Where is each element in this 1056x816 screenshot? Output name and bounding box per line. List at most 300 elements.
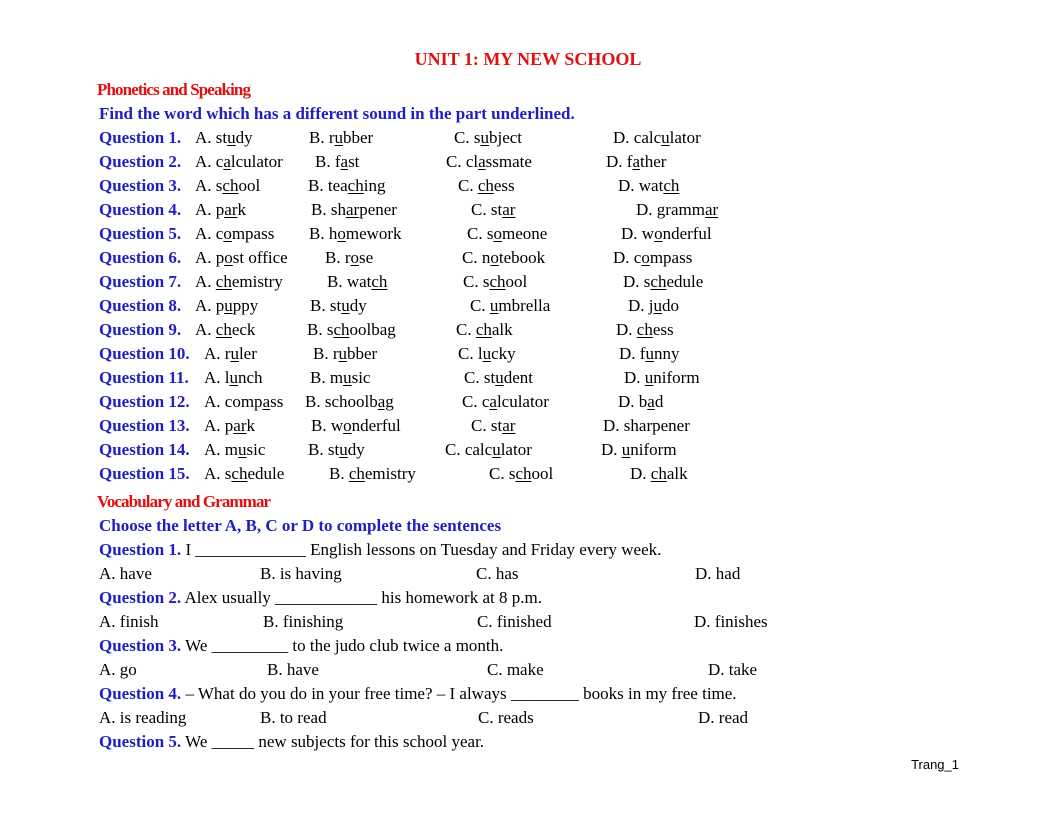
answer-option: [458, 174, 515, 198]
word-part: ss: [270, 392, 284, 411]
option-letter: A.: [195, 152, 212, 171]
phonetics-question-row: [0, 294, 1056, 318]
underlined-part: u: [343, 368, 352, 387]
underlined-part: ch: [636, 320, 653, 339]
word-part: b: [638, 392, 648, 411]
option-letter: A.: [195, 128, 212, 147]
option-letter: C.: [489, 464, 505, 483]
answer-option: D. had: [695, 564, 741, 583]
underlined-part: ch: [489, 272, 506, 291]
word-part: lator: [500, 440, 532, 459]
answer-option: [204, 342, 257, 366]
word-part: oolbag: [349, 320, 396, 339]
phonetics-question-row: [0, 438, 1056, 462]
question-number: Question 15.: [99, 464, 190, 483]
question-sentence: [99, 586, 542, 610]
question-number: Question 1.: [99, 128, 182, 147]
word-part: nderful: [662, 224, 712, 243]
option-letter: A.: [195, 272, 212, 291]
answer-option: [315, 150, 359, 174]
answer-option: C. make: [487, 660, 544, 679]
vocabulary-question-row: [0, 730, 1056, 754]
option-letter: B.: [309, 128, 325, 147]
underlined-part: ar: [704, 200, 719, 219]
answer-option: [204, 438, 265, 462]
question-sentence: [99, 538, 661, 562]
underlined-part: u: [653, 296, 663, 315]
underlined-part: ch: [231, 464, 248, 483]
question-sentence: [99, 730, 484, 754]
word-part: st: [483, 368, 496, 387]
vocabulary-question-row: [0, 586, 1056, 610]
word-part: l: [224, 368, 230, 387]
answer-option: D. take: [708, 660, 758, 679]
underlined-part: ar: [345, 200, 360, 219]
question-text: – What do you do in your free time? – I always ________ books in my free time.: [185, 684, 737, 703]
underlined-part: ch: [215, 272, 232, 291]
word-part: sic: [351, 368, 371, 387]
option-letter: A.: [195, 224, 212, 243]
question-number: Question 3.: [99, 636, 182, 655]
question-number: Question 12.: [99, 392, 190, 411]
word-part: p: [215, 296, 225, 315]
answer-option: [471, 414, 515, 438]
answer-option: [613, 126, 701, 150]
section-heading-vocabulary: Vocabulary and Grammar: [97, 492, 271, 511]
answer-option: D. finishes: [694, 612, 768, 631]
word-part: cky: [491, 344, 516, 363]
underlined-part: u: [338, 344, 348, 363]
question-number: Question 6.: [99, 248, 182, 267]
option-letter: D.: [618, 176, 635, 195]
word-part: st: [348, 152, 360, 171]
word-part: p: [224, 416, 234, 435]
word-part: dent: [503, 368, 533, 387]
underlined-part: ar: [233, 416, 247, 435]
word-part: w: [330, 416, 344, 435]
answer-option: [325, 246, 373, 270]
instruction-vocabulary: Choose the letter A, B, C or D to complete the sentences: [99, 516, 502, 535]
underlined-part: ch: [475, 320, 492, 339]
word-part: schoolb: [324, 392, 378, 411]
word-part: mework: [345, 224, 402, 243]
word-part: edule: [666, 272, 704, 291]
question-number: Question 10.: [99, 344, 190, 363]
word-part: lculator: [496, 392, 549, 411]
vocabulary-options-row: [0, 610, 1056, 634]
answer-option: [305, 390, 394, 414]
section-heading-phonetics: Phonetics and Speaking: [97, 80, 251, 99]
underlined-part: ch: [333, 320, 350, 339]
instruction-phonetics: Find the word which has a different sound in the part underlined.: [99, 104, 575, 123]
option-letter: A.: [195, 320, 212, 339]
question-text: Alex usually ____________ his homework at 8 p.m.: [184, 588, 542, 607]
underlined-part: ch: [650, 464, 667, 483]
word-part: wat: [346, 272, 372, 291]
word-part: k: [246, 416, 255, 435]
question-number: Question 13.: [99, 416, 190, 435]
word-part: s: [482, 272, 490, 291]
underlined-part: u: [621, 440, 631, 459]
word-part: s: [224, 464, 232, 483]
answer-option: [313, 342, 377, 366]
vocabulary-question-row: [0, 538, 1056, 562]
question-sentence: [99, 634, 503, 658]
underlined-part: ch: [348, 464, 365, 483]
word-part: emistry: [231, 272, 283, 291]
underlined-part: u: [230, 344, 239, 363]
word-part: r: [224, 344, 231, 363]
answer-option: [613, 246, 692, 270]
answer-option: [616, 318, 674, 342]
answer-option: C. finished: [477, 612, 552, 631]
vocabulary-question-row: [0, 682, 1056, 706]
underlined-part: u: [645, 344, 654, 363]
word-part: ppy: [232, 296, 259, 315]
underlined-part: ch: [371, 272, 388, 291]
option-letter: A.: [204, 440, 221, 459]
word-part: mpass: [231, 224, 275, 243]
answer-option: [195, 174, 260, 198]
answer-option: A. is reading: [99, 708, 187, 727]
answer-option: [311, 414, 401, 438]
option-letter: C.: [458, 176, 474, 195]
word-part: s: [215, 176, 223, 195]
word-part: bject: [488, 128, 523, 147]
word-part: st: [329, 296, 342, 315]
phonetics-question-row: [0, 414, 1056, 438]
word-part: s: [486, 224, 494, 243]
phonetics-question-row: [0, 366, 1056, 390]
answer-option: [204, 462, 284, 486]
question-text: We _________ to the judo club twice a month.: [185, 636, 504, 655]
page-number: Trang_1: [911, 757, 959, 772]
word-part: dy: [235, 128, 253, 147]
option-letter: D.: [606, 152, 623, 171]
answer-option: [329, 462, 416, 486]
word-part: h: [328, 224, 338, 243]
word-part: n: [481, 248, 491, 267]
question-number: Question 7.: [99, 272, 182, 291]
word-part: st: [490, 416, 503, 435]
word-part: tebook: [498, 248, 546, 267]
word-part: m: [329, 368, 344, 387]
underlined-part: ar: [224, 200, 238, 219]
word-part: s: [473, 128, 481, 147]
answer-option: [195, 150, 283, 174]
answer-option: C. reads: [478, 708, 534, 727]
phonetics-question-row: [0, 150, 1056, 174]
option-letter: C.: [462, 248, 478, 267]
answer-option: [464, 366, 533, 390]
underlined-part: o: [223, 224, 232, 243]
phonetics-question-row: [0, 270, 1056, 294]
word-part: edule: [247, 464, 285, 483]
word-part: cl: [465, 152, 479, 171]
answer-option: B. is having: [260, 564, 342, 583]
answer-option: [630, 462, 688, 486]
underlined-part: ar: [502, 200, 516, 219]
underlined-part: a: [632, 152, 640, 171]
word-part: c: [215, 224, 224, 243]
answer-option: [471, 198, 515, 222]
answer-option: [621, 222, 712, 246]
underlined-part: a: [262, 392, 271, 411]
word-part: f: [626, 152, 633, 171]
underlined-part: o: [493, 224, 502, 243]
question-number: Question 4.: [99, 200, 182, 219]
answer-option: [309, 126, 373, 150]
word-part: sic: [246, 440, 266, 459]
option-letter: C.: [445, 440, 461, 459]
word-part: ool: [238, 176, 261, 195]
word-part: niform: [653, 368, 700, 387]
answer-option: [489, 462, 553, 486]
option-letter: D.: [616, 320, 633, 339]
option-letter: C.: [458, 344, 474, 363]
option-letter: A.: [195, 248, 212, 267]
underlined-part: u: [480, 128, 489, 147]
word-part: niform: [630, 440, 677, 459]
answer-option: A. have: [99, 564, 152, 583]
vocabulary-options-row: [0, 706, 1056, 730]
word-part: bber: [347, 344, 378, 363]
option-letter: D.: [601, 440, 618, 459]
option-letter: D.: [603, 416, 620, 435]
word-part: p: [215, 200, 225, 219]
answer-option: [470, 294, 550, 318]
option-letter: B.: [310, 368, 326, 387]
underlined-part: u: [341, 296, 350, 315]
option-letter: A.: [204, 416, 221, 435]
answer-option: [462, 390, 549, 414]
answer-option: [446, 150, 532, 174]
word-part: nny: [653, 344, 680, 363]
word-part: st: [327, 440, 340, 459]
word-part: f: [639, 344, 646, 363]
phonetics-question-row: [0, 222, 1056, 246]
vocabulary-options-row: [0, 562, 1056, 586]
word-part: dy: [347, 440, 365, 459]
underlined-part: o: [490, 248, 499, 267]
option-letter: A.: [204, 344, 221, 363]
phonetics-question-row: [0, 246, 1056, 270]
answer-option: B. finishing: [263, 612, 344, 631]
answer-option: [618, 174, 679, 198]
underlined-part: o: [343, 416, 352, 435]
underlined-part: u: [339, 440, 348, 459]
option-letter: B.: [310, 296, 326, 315]
underlined-part: ch: [222, 176, 239, 195]
option-letter: A.: [195, 176, 212, 195]
option-letter: D.: [628, 296, 645, 315]
word-part: dy: [349, 296, 367, 315]
vocabulary-question-row: [0, 634, 1056, 658]
answer-option: [603, 414, 690, 438]
option-letter: D.: [613, 128, 630, 147]
word-part: c: [215, 152, 224, 171]
underlined-part: a: [489, 392, 497, 411]
word-part: ler: [238, 344, 257, 363]
question-number: Question 4.: [99, 684, 182, 703]
option-letter: B.: [311, 200, 327, 219]
word-part: ing: [363, 176, 386, 195]
underlined-part: o: [224, 248, 233, 267]
answer-option: [636, 198, 718, 222]
word-part: wat: [638, 176, 664, 195]
answer-option: [195, 198, 246, 222]
question-number: Question 14.: [99, 440, 190, 459]
word-part: m: [224, 440, 239, 459]
answer-option: [195, 222, 274, 246]
word-part: r: [344, 248, 351, 267]
underlined-part: o: [337, 224, 346, 243]
answer-option: [606, 150, 666, 174]
underlined-part: u: [492, 440, 501, 459]
answer-option: [463, 270, 527, 294]
answer-option: A. finish: [99, 612, 159, 631]
option-letter: C.: [463, 272, 479, 291]
option-letter: C.: [470, 296, 486, 315]
answer-option: [445, 438, 532, 462]
word-part: se: [359, 248, 374, 267]
phonetics-question-row: [0, 174, 1056, 198]
underlined-part: u: [334, 128, 344, 147]
answer-option: B. have: [267, 660, 319, 679]
option-letter: B.: [307, 320, 323, 339]
option-letter: C.: [467, 224, 483, 243]
question-number: Question 1.: [99, 540, 182, 559]
answer-option: [623, 270, 703, 294]
word-part: bber: [343, 128, 374, 147]
word-part: alk: [666, 464, 688, 483]
word-part: meone: [501, 224, 548, 243]
question-number: Question 2.: [99, 588, 182, 607]
underlined-part: ch: [650, 272, 667, 291]
underlined-part: u: [489, 296, 499, 315]
option-letter: B.: [313, 344, 329, 363]
word-part: s: [326, 320, 334, 339]
word-part: comp: [224, 392, 263, 411]
underlined-part: u: [644, 368, 654, 387]
word-part: c: [633, 248, 642, 267]
answer-option: [195, 270, 283, 294]
question-text: We _____ new subjects for this school year.: [185, 732, 485, 751]
option-letter: D.: [618, 392, 635, 411]
option-letter: D.: [613, 248, 630, 267]
question-number: Question 5.: [99, 732, 182, 751]
word-part: w: [641, 224, 655, 243]
question-sentence: [99, 682, 737, 706]
answer-option: [467, 222, 547, 246]
underlined-part: ch: [477, 176, 494, 195]
answer-option: [307, 318, 396, 342]
option-letter: D.: [630, 464, 647, 483]
underlined-part: u: [661, 128, 670, 147]
question-number: Question 3.: [99, 176, 182, 195]
vocabulary-options-row: [0, 658, 1056, 682]
option-letter: A.: [204, 392, 221, 411]
word-part: ool: [505, 272, 528, 291]
phonetics-question-row: [0, 126, 1056, 150]
word-part: tea: [327, 176, 348, 195]
word-part: mpass: [649, 248, 693, 267]
answer-option: [204, 390, 283, 414]
word-part: nch: [238, 368, 263, 387]
word-part: ool: [531, 464, 554, 483]
answer-option: [456, 318, 513, 342]
option-letter: B.: [308, 176, 324, 195]
question-number: Question 11.: [99, 368, 189, 387]
question-number: Question 8.: [99, 296, 182, 315]
underlined-part: ch: [347, 176, 364, 195]
underlined-part: u: [482, 344, 492, 363]
word-part: calc: [633, 128, 662, 147]
word-part: nderful: [351, 416, 401, 435]
option-letter: B.: [309, 224, 325, 243]
option-letter: B.: [315, 152, 331, 171]
underlined-part: ag: [377, 392, 394, 411]
answer-option: [308, 174, 385, 198]
option-letter: A.: [204, 368, 221, 387]
option-letter: B.: [329, 464, 345, 483]
question-number: Question 5.: [99, 224, 182, 243]
word-part: c: [481, 392, 490, 411]
question-number: Question 2.: [99, 152, 182, 171]
question-number: Question 9.: [99, 320, 182, 339]
phonetics-question-row: [0, 318, 1056, 342]
question-text: I _____________ English lessons on Tuesday and Friday every week.: [185, 540, 662, 559]
underlined-part: ar: [502, 416, 516, 435]
word-part: calc: [464, 440, 493, 459]
underlined-part: ch: [663, 176, 680, 195]
word-part: lator: [669, 128, 701, 147]
answer-option: [308, 438, 365, 462]
word-part: r: [332, 344, 339, 363]
phonetics-question-row: [0, 390, 1056, 414]
phonetics-question-row: [0, 342, 1056, 366]
word-part: d: [654, 392, 664, 411]
answer-option: [458, 342, 516, 366]
answer-option: [195, 318, 255, 342]
underlined-part: u: [224, 296, 233, 315]
word-part: alk: [491, 320, 513, 339]
word-part: sharpener: [623, 416, 690, 435]
option-letter: B.: [327, 272, 343, 291]
answer-option: [462, 246, 545, 270]
word-part: r: [328, 128, 335, 147]
word-part: st: [215, 128, 228, 147]
option-letter: D.: [624, 368, 641, 387]
word-part: st: [490, 200, 503, 219]
answer-option: [624, 366, 700, 390]
underlined-part: u: [227, 128, 236, 147]
option-letter: D.: [619, 344, 636, 363]
phonetics-question-row: [0, 198, 1056, 222]
word-part: pener: [359, 200, 397, 219]
option-letter: A.: [195, 296, 212, 315]
answer-option: [327, 270, 387, 294]
option-letter: C.: [471, 416, 487, 435]
option-letter: A.: [195, 200, 212, 219]
answer-option: C. has: [476, 564, 519, 583]
answer-option: D. read: [698, 708, 749, 727]
word-part: lculator: [230, 152, 283, 171]
underlined-part: u: [238, 440, 247, 459]
underlined-part: u: [229, 368, 239, 387]
word-part: sh: [330, 200, 346, 219]
underlined-part: u: [495, 368, 504, 387]
